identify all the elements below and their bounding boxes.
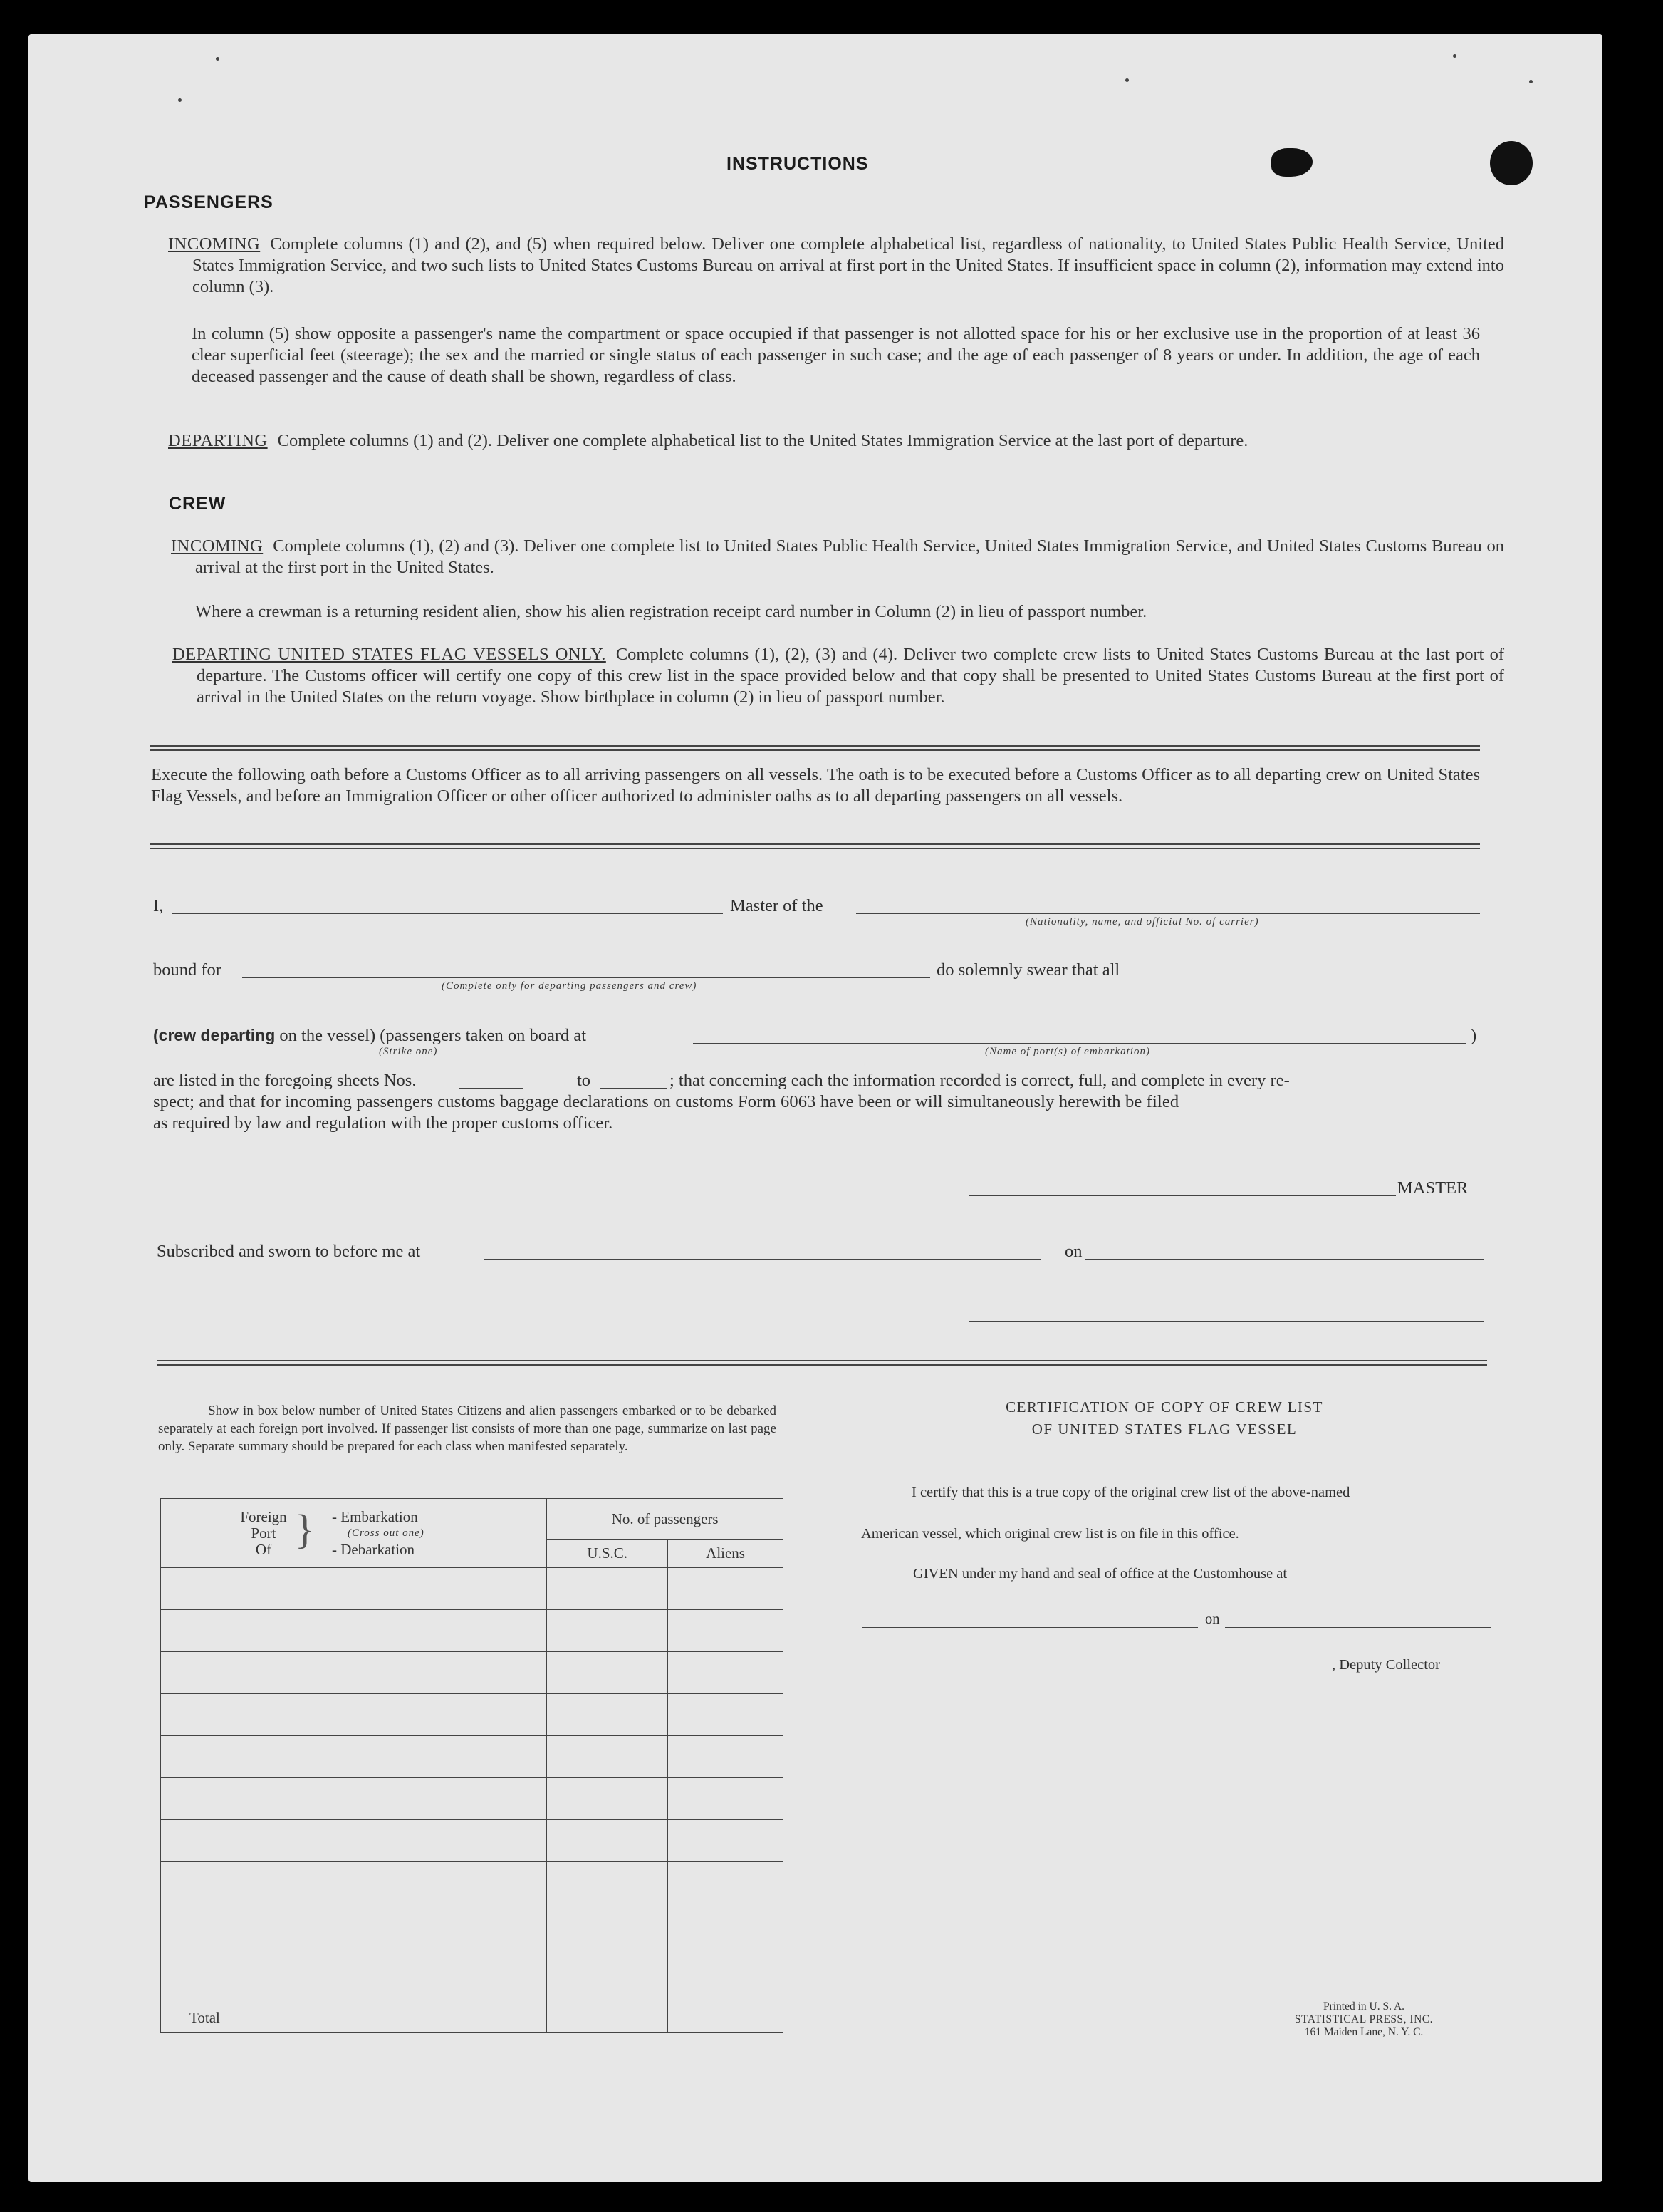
on-vessel-text: on the vessel) [279, 1026, 376, 1045]
usc-cell[interactable] [547, 1778, 668, 1820]
usc-cell[interactable] [547, 1820, 668, 1862]
printer-imprint [1268, 2000, 1460, 2039]
port-cell[interactable] [161, 1778, 547, 1820]
punch-hole-mark [1271, 148, 1313, 177]
oath-text-line-3: as required by law and regulation with the proper customs officer. [153, 1113, 613, 1133]
passengers-departing-label: DEPARTING [168, 431, 268, 450]
oath-intro: Execute the following oath before a Customs Officer as to all arriving passengers on all vessels. The oath is to be executed before a Customs Officer as to all departing crew on United States Flag Vessels, and before an Immigration Officer or other officer authorized to administer oaths as to all departing passengers on all vessels. [151, 765, 1480, 806]
swear-label: do solemnly swear that all [937, 960, 1120, 980]
printer-line-2: STATISTICAL PRESS, INC. [1295, 2013, 1433, 2025]
crew-passengers-line [153, 1026, 586, 1046]
summary-instructions: Show in box below number of United States Citizens and alien passengers embarked or to be debarked separately at each foreign port involved. If passenger list consists of more than one page, summarize on last page only. Separate summary should be prepared for each class when manifested separately. [158, 1403, 776, 1454]
certification-on-label: on [1205, 1611, 1220, 1627]
customhouse-field[interactable] [862, 1627, 1198, 1628]
port-header-line3: Of [255, 1541, 272, 1558]
passengers-column5-instruction: In column (5) show opposite a passenger's name the compartment or space occupied if that passenger is not allotted space for his or her exclusive use in the proportion of at least 36 clear superficial feet (steerage); the sex and the married or single status of each passenger in such case; and the age of each passenger of 8 years or under. In addition, the age of each deceased passenger and the cause of death shall be shown, regardless of class. [192, 324, 1480, 386]
usc-cell[interactable] [547, 1694, 668, 1736]
usc-cell[interactable] [547, 1904, 668, 1946]
certification-title [869, 1396, 1460, 1440]
crew-departing-label: DEPARTING UNITED STATES FLAG VESSELS ONLY. [172, 645, 606, 664]
aliens-cell[interactable] [668, 1862, 783, 1904]
form-page [28, 34, 1602, 2182]
subscribed-place-field[interactable] [484, 1259, 1041, 1260]
given-line: GIVEN under my hand and seal of office at the Customhouse at [913, 1566, 1288, 1582]
certification-title-line1: CERTIFICATION OF COPY OF CREW LIST [1006, 1398, 1323, 1416]
crew-resident-alien-instruction: Where a crewman is a returning resident alien, show his alien registration receipt card number in Column (2) in lieu of passport number. [195, 602, 1147, 621]
carrier-caption: (Nationality, name, and official No. of carrier) [1026, 916, 1259, 928]
scan-speck [1529, 80, 1533, 83]
aliens-cell[interactable] [668, 1820, 783, 1862]
deputy-collector-label: , Deputy Collector [1332, 1657, 1441, 1673]
section-divider [150, 745, 1480, 751]
scan-speck [178, 98, 182, 102]
aliens-cell[interactable] [668, 1778, 783, 1820]
crew-departing-text: Complete columns (1), (2), (3) and (4). Deliver two complete crew lists to United States Customs Bureau at the last port of departure. The Customs officer will certify one copy of this crew list in the space provided below and that copy shall be presented to United States Customs Bureau at the first port of arrival in the United States on the return voyage. Show birthplace in column (2) in lieu of passport number. [197, 645, 1504, 707]
crew-incoming-instruction [171, 536, 1504, 578]
passengers-header-cell: No. of passengers [547, 1499, 783, 1540]
strike-caption: (Strike one) [379, 1046, 438, 1057]
sheet-from-field[interactable] [459, 1088, 523, 1089]
sheets-to-label: to [577, 1071, 591, 1090]
embarkation-option[interactable]: - Embarkation [332, 1508, 418, 1525]
aliens-cell[interactable] [668, 1736, 783, 1778]
certify-line-1: I certify that this is a true copy of the original crew list of the above-named [912, 1485, 1350, 1500]
passenger-summary-table [160, 1498, 783, 2033]
passengers-taken-option[interactable]: (passengers taken on board at [380, 1026, 587, 1045]
oath-text-line-1: ; that concerning each the information recorded is correct, full, and complete in every re- [669, 1071, 1290, 1090]
master-of-the-label: Master of the [730, 896, 823, 915]
sheets-numbers-label: are listed in the foregoing sheets Nos. [153, 1071, 417, 1090]
section-divider [150, 843, 1480, 849]
scan-speck [216, 57, 219, 61]
port-header-line2: Port [251, 1525, 276, 1542]
passengers-heading: PASSENGERS [144, 192, 273, 212]
passengers-departing-text: Complete columns (1) and (2). Deliver one complete alphabetical list to the United States Immigration Service at the last port of departure. [277, 431, 1248, 450]
subscribed-label: Subscribed and sworn to before me at [157, 1242, 421, 1261]
usc-cell[interactable] [547, 1568, 668, 1610]
debarkation-option[interactable]: - Debarkation [332, 1541, 415, 1558]
usc-cell[interactable] [547, 1652, 668, 1694]
aliens-header-cell: Aliens [668, 1539, 783, 1567]
passengers-incoming-label: INCOMING [168, 234, 261, 254]
scan-speck [1125, 78, 1129, 82]
port-cell[interactable] [161, 1736, 547, 1778]
crew-departing-option[interactable]: (crew departing [153, 1026, 276, 1044]
oath-i-label: I, [153, 896, 164, 915]
usc-cell[interactable] [547, 1946, 668, 1988]
port-cell[interactable] [161, 1946, 547, 1988]
passengers-incoming-instruction [168, 234, 1504, 298]
subscribed-on-label: on [1065, 1242, 1083, 1261]
port-cell[interactable] [161, 1610, 547, 1652]
crew-heading: CREW [169, 494, 226, 514]
carrier-field[interactable] [856, 913, 1480, 914]
usc-total-cell[interactable] [547, 1988, 668, 2033]
master-signature-label: MASTER [1397, 1178, 1469, 1198]
crew-incoming-text: Complete columns (1), (2) and (3). Deliver one complete list to United States Public Health Service, United States Immigration Service, and United States Customs Bureau on arrival at the first port in the United States. [195, 536, 1504, 577]
cross-out-caption: (Cross out one) [348, 1527, 424, 1539]
port-header-cell [161, 1499, 547, 1568]
ports-field[interactable] [693, 1043, 1466, 1044]
aliens-cell[interactable] [668, 1694, 783, 1736]
port-cell[interactable] [161, 1694, 547, 1736]
certification-title-line2: OF UNITED STATES FLAG VESSEL [1031, 1421, 1298, 1438]
usc-cell[interactable] [547, 1862, 668, 1904]
port-cell[interactable] [161, 1904, 547, 1946]
passengers-incoming-text: Complete columns (1) and (2), and (5) when required below. Deliver one complete alphabetical list, regardless of nationality, to United States Public Health Service, United States Immigration Service, and two such lists to United States Customs Bureau on arrival at first port in the United States. If insufficient space in column (2), information may extend into column (3). [192, 234, 1504, 296]
port-cell[interactable] [161, 1820, 547, 1862]
sheet-to-field[interactable] [600, 1088, 667, 1089]
port-cell[interactable] [161, 1862, 547, 1904]
aliens-cell[interactable] [668, 1904, 783, 1946]
crew-incoming-label: INCOMING [171, 536, 264, 556]
officer-signature-field[interactable] [969, 1321, 1484, 1322]
bound-for-label: bound for [153, 960, 221, 980]
crew-departing-instruction [172, 644, 1504, 708]
port-cell[interactable] [161, 1568, 547, 1610]
passengers-departing-instruction [168, 430, 1504, 452]
aliens-cell[interactable] [668, 1652, 783, 1694]
certification-date-field[interactable] [1225, 1627, 1491, 1628]
subscribed-date-field[interactable] [1085, 1259, 1484, 1260]
brace-icon: } [295, 1506, 315, 1552]
aliens-cell[interactable] [668, 1946, 783, 1988]
aliens-cell[interactable] [668, 1610, 783, 1652]
close-paren: ) [1471, 1026, 1477, 1045]
aliens-total-cell[interactable] [668, 1988, 783, 2033]
usc-cell[interactable] [547, 1610, 668, 1652]
port-header-line1: Foreign [240, 1508, 287, 1525]
printer-line-1: Printed in U. S. A. [1323, 2000, 1405, 2013]
usc-header-cell: U.S.C. [547, 1539, 668, 1567]
master-name-field[interactable] [172, 913, 723, 914]
punch-hole-mark [1490, 141, 1533, 185]
bound-for-field[interactable] [242, 977, 930, 978]
instructions-title: INSTRUCTIONS [726, 154, 869, 174]
port-cell[interactable] [161, 1652, 547, 1694]
oath-text-line-2: spect; and that for incoming passengers customs baggage declarations on customs Form 6063 have been or will simultaneously herewith be filed [153, 1092, 1179, 1111]
section-divider [157, 1360, 1487, 1366]
usc-cell[interactable] [547, 1736, 668, 1778]
aliens-cell[interactable] [668, 1568, 783, 1610]
ports-caption: (Name of port(s) of embarkation) [985, 1046, 1150, 1057]
master-signature-field[interactable] [969, 1195, 1396, 1196]
total-label-cell: Total [161, 1988, 547, 2033]
printer-line-3: 161 Maiden Lane, N. Y. C. [1304, 2026, 1424, 2038]
certify-line-2: American vessel, which original crew list is on file in this office. [861, 1526, 1239, 1542]
scan-speck [1453, 54, 1456, 58]
bound-for-caption: (Complete only for departing passengers and crew) [442, 980, 697, 992]
